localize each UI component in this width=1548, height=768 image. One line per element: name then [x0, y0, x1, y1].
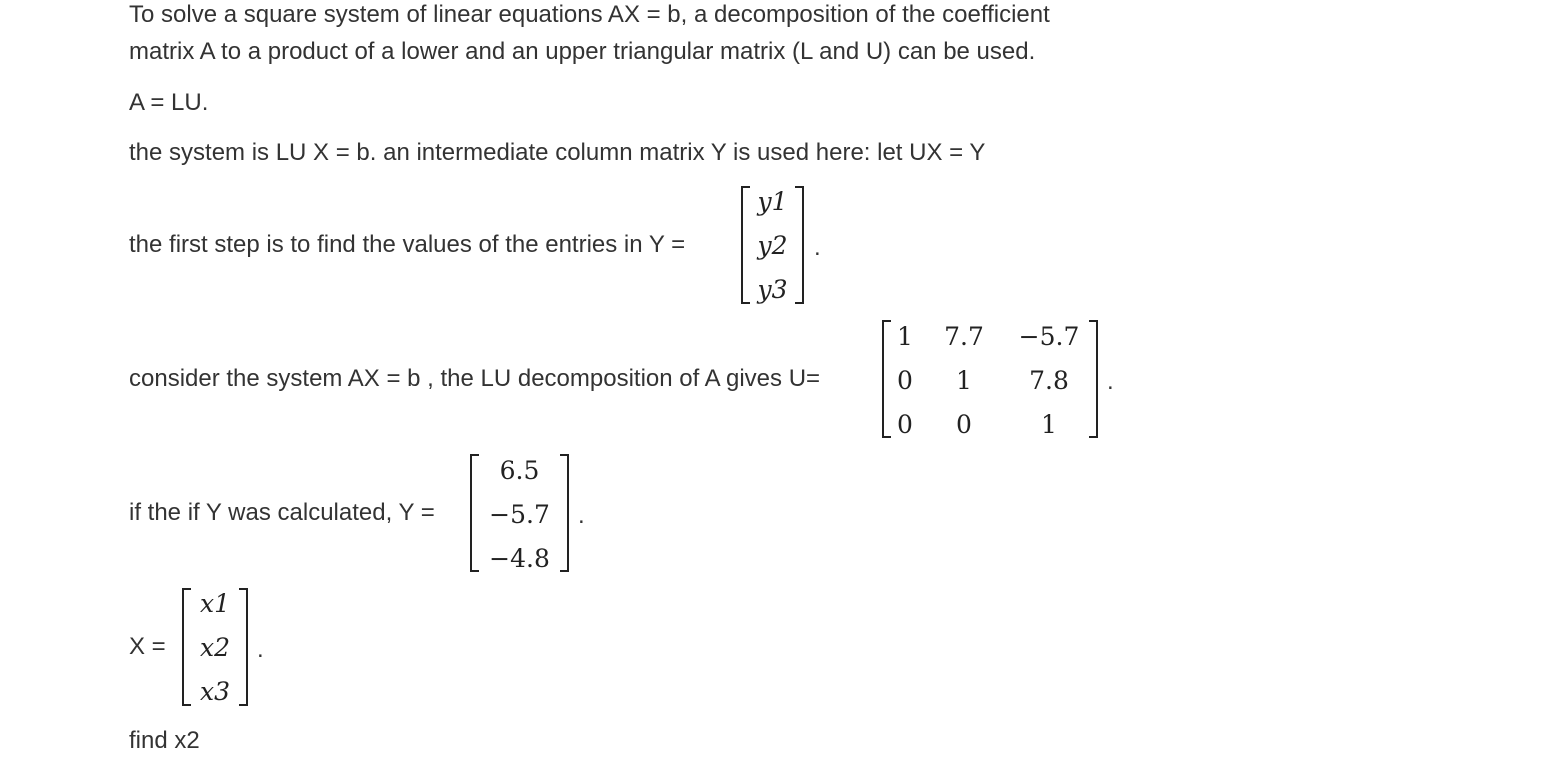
- u-cell-r2c2: 1: [956, 366, 972, 395]
- u-cell-r1c3: −5.7: [1018, 322, 1080, 351]
- x-cell-x3: x3: [199, 677, 230, 706]
- u-matrix: [882, 320, 1098, 438]
- u-cell-r3c1: 0: [897, 410, 913, 439]
- u-cell-r1c2: 7.7: [944, 322, 984, 351]
- y-values-period: .: [578, 502, 585, 529]
- matrix-cell-y1: y1: [757, 187, 788, 216]
- y-symbolic-matrix: [741, 186, 804, 304]
- matrix-cell-y2: y2: [757, 231, 788, 260]
- u-matrix-period: .: [1107, 368, 1114, 395]
- intro-line-1: To solve a square system of linear equations AX = b, a decomposition of the coefficient: [129, 1, 1050, 28]
- y-values-matrix: [470, 454, 569, 572]
- intro-line-2: matrix A to a product of a lower and an upper triangular matrix (L and U) can be used.: [129, 38, 1036, 65]
- equation-a-lu: A = LU.: [129, 89, 209, 116]
- x-vector-period: .: [257, 636, 264, 663]
- system-description: the system is LU X = b. an intermediate column matrix Y is used here: let UX = Y: [129, 139, 986, 166]
- u-cell-r2c1: 0: [897, 366, 913, 395]
- u-cell-r1c1: 1: [897, 322, 913, 351]
- x-cell-x1: x1: [199, 589, 230, 618]
- y-value-1: 6.5: [499, 456, 540, 485]
- question-text: find x2: [129, 727, 200, 754]
- u-matrix-label: consider the system AX = b , the LU decomposition of A gives U=: [129, 365, 821, 392]
- x-cell-x2: x2: [199, 633, 230, 662]
- left-bracket: [882, 320, 891, 438]
- right-bracket: [1089, 320, 1098, 438]
- x-vector-matrix: [182, 588, 248, 706]
- u-cell-r3c3: 1: [1041, 410, 1057, 439]
- u-cell-r2c3: 7.8: [1029, 366, 1069, 395]
- y-value-2: −5.7: [489, 500, 550, 529]
- y-value-3: −4.8: [489, 544, 550, 573]
- matrix-cell-y3: y3: [757, 275, 788, 304]
- x-vector-label: X =: [129, 633, 166, 660]
- u-cell-r3c2: 0: [956, 410, 972, 439]
- y-values-label: if the if Y was calculated, Y =: [129, 499, 435, 526]
- first-step-label: the first step is to find the values of the entries in Y =: [129, 231, 686, 258]
- first-step-period: .: [814, 234, 821, 261]
